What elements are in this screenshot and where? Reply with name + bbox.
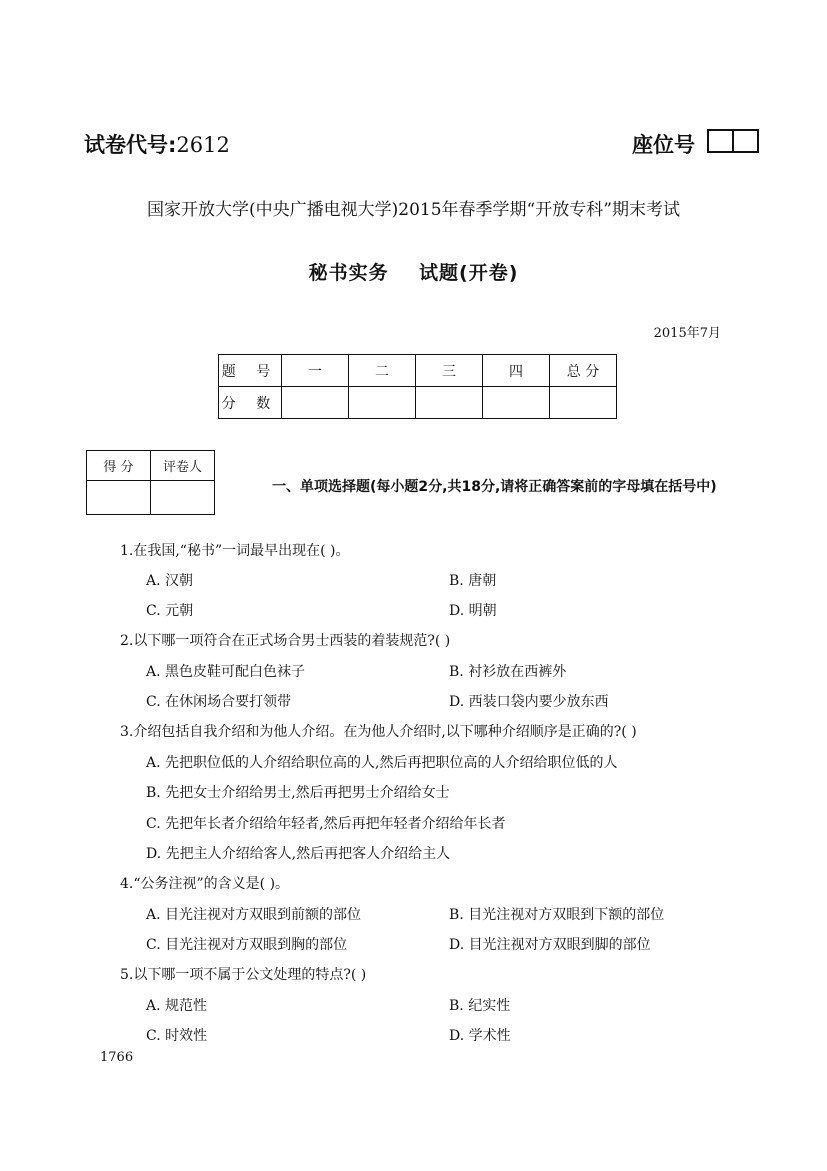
paper-code-value: 2612 <box>176 133 230 157</box>
question-option: B. 目光注视对方双眼到下额的部位 <box>449 907 665 923</box>
score-cell <box>349 387 416 419</box>
question-option: C. 时效性 <box>146 1028 208 1044</box>
question-option: A. 目光注视对方双眼到前额的部位 <box>146 907 362 923</box>
seat-box <box>732 131 757 151</box>
score-cell <box>483 387 550 419</box>
grader-header-row <box>87 451 215 481</box>
score-cell <box>550 387 617 419</box>
question-stem: 2.以下哪一项符合在正式场合男士西装的着装规范?( ) <box>120 633 451 649</box>
score-header-cell: 一 <box>282 355 349 387</box>
exam-title: 秘书实务 试题(开卷) <box>308 262 519 284</box>
question-stem: 5.以下哪一项不属于公文处理的特点?( ) <box>120 967 367 983</box>
score-table <box>218 354 617 419</box>
grader-header-score: 得 分 <box>87 451 151 481</box>
question-option: B. 先把女士介绍给男士,然后再把男士介绍给女士 <box>146 785 450 801</box>
section-one-heading: 一、单项选择题(每小题2分,共18分,请将正确答案前的字母填在括号中) <box>272 479 717 495</box>
question-option: B. 纪实性 <box>449 998 511 1014</box>
score-header-cell: 三 <box>416 355 483 387</box>
seat-number-label: 座位号 <box>632 133 695 157</box>
grader-score-cell <box>87 481 151 515</box>
question-option: A. 汉朝 <box>146 573 194 589</box>
question-option: A. 先把职位低的人介绍给职位高的人,然后再把职位高的人介绍给职位低的人 <box>146 755 618 771</box>
score-header-cell: 题 号 <box>219 355 282 387</box>
exam-date: 2015年7月 <box>653 326 721 341</box>
question-stem: 1.在我国,“秘书”一词最早出现在( )。 <box>120 543 350 559</box>
question-option: D. 明朝 <box>449 603 497 619</box>
score-table-header-row <box>219 355 617 387</box>
score-header-cell: 二 <box>349 355 416 387</box>
seat-number-boxes <box>707 129 759 153</box>
seat-box <box>709 131 732 151</box>
score-cell <box>416 387 483 419</box>
school-line: 国家开放大学(中央广播电视大学)2015年春季学期“开放专科”期末考试 <box>147 200 680 220</box>
paper-code-label <box>84 129 230 159</box>
paper-code-label-text: 试卷代号: <box>84 133 177 157</box>
grader-table <box>86 450 215 515</box>
question-option: D. 西装口袋内要少放东西 <box>449 694 609 710</box>
question-option: C. 先把年长者介绍给年轻者,然后再把年轻者介绍给年长者 <box>146 816 506 832</box>
score-header-cell: 总 分 <box>550 355 617 387</box>
question-option: A. 黑色皮鞋可配白色袜子 <box>146 664 306 680</box>
score-row-label: 分 数 <box>219 387 282 419</box>
grader-header-reviewer: 评卷人 <box>151 451 215 481</box>
question-option: B. 衬衫放在西裤外 <box>449 664 567 680</box>
question-option: C. 目光注视对方双眼到胸的部位 <box>146 937 348 953</box>
question-stem: 4.“公务注视”的含义是( )。 <box>120 876 290 892</box>
score-table-score-row <box>219 387 617 419</box>
question-option: D. 学术性 <box>449 1028 511 1044</box>
score-header-cell: 四 <box>483 355 550 387</box>
grader-reviewer-cell <box>151 481 215 515</box>
question-option: C. 元朝 <box>146 603 194 619</box>
question-option: D. 目光注视对方双眼到脚的部位 <box>449 937 651 953</box>
question-option: B. 唐朝 <box>449 573 497 589</box>
question-option: C. 在休闲场合要打领带 <box>146 694 292 710</box>
grader-body-row <box>87 481 215 515</box>
question-option: D. 先把主人介绍给客人,然后再把客人介绍给主人 <box>146 846 451 862</box>
question-stem: 3.介绍包括自我介绍和为他人介绍。在为他人介绍时,以下哪种介绍顺序是正确的?( ) <box>120 724 637 740</box>
page-number: 1766 <box>100 1050 134 1065</box>
score-cell <box>282 387 349 419</box>
question-option: A. 规范性 <box>146 998 208 1014</box>
